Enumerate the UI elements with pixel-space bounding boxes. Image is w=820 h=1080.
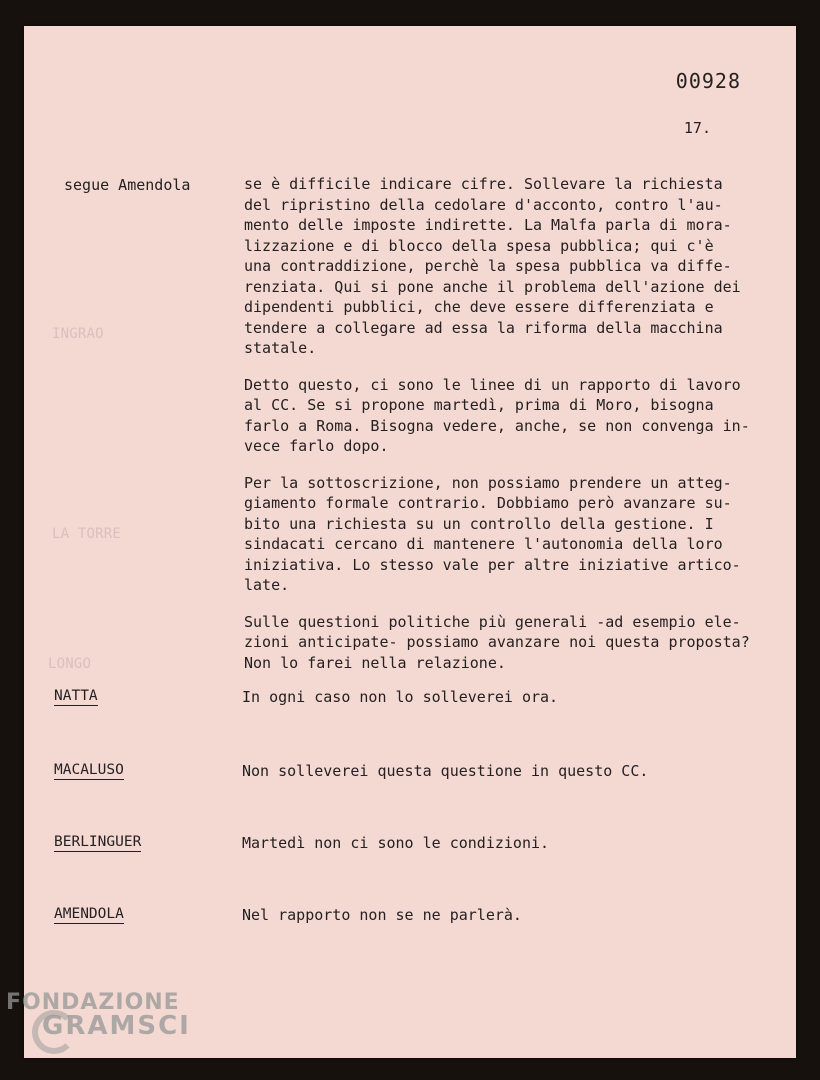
- speaker-remark: Nel rapporto non se ne parlerà.: [242, 906, 522, 924]
- speaker-name: MACALUSO: [54, 762, 124, 778]
- bleed-through-text: INGRAO: [52, 326, 104, 342]
- speaker-remark: Non solleverei questa questione in questo CC.: [242, 762, 649, 780]
- paragraph: se è difficile indicare cifre. Sollevare la richiesta del ripristino della cedolare d'acconto, contro l'au- mento delle imposte indirette. La Malfa parla di mora- lizzazione e di blocco della spesa pubblica; qui c'è una contraddizione, perchè la spesa pubblica va diffe- renziata. Qui si pone anche il problema dell'azione dei dipendenti pubblici, che deve essere differenziata e tendere a collegare ad essa la riforma della macchina statale.: [244, 175, 741, 357]
- paragraph: Detto questo, ci sono le linee di un rapporto di lavoro al CC. Se si propone martedì, prima di Moro, bisogna farlo a Roma. Bisogna vedere, anche, se non convenga in- vece farlo dopo.: [244, 375, 750, 455]
- watermark: [6, 990, 191, 1041]
- speaker-remark: Martedì non ci sono le condizioni.: [242, 834, 550, 852]
- paragraph: Per la sottoscrizione, non possiamo prendere un atteg- giamento formale contrario. Dobbiamo però avanzare su- bito una richiesta su un controllo della gestione. I sindacati cercano di mantenere l'autonomia della loro iniziativa. Lo stesso vale per altre iniziative artico- late.: [244, 473, 741, 594]
- continuation-label: segue Amendola: [64, 176, 191, 194]
- document-number: 00928: [675, 69, 741, 93]
- watermark-line: GRAMSCI: [42, 1011, 191, 1041]
- speaker-remark: In ogni caso non lo solleverei ora.: [242, 688, 559, 706]
- paragraph: Sulle questioni politiche più generali -ad esempio ele- zioni anticipate- possiamo avanzare noi questa proposta? Non lo farei nella relazione.: [244, 612, 750, 672]
- speaker-name: AMENDOLA: [54, 906, 124, 922]
- speech-body: [244, 174, 789, 689]
- bleed-through-text: LONGO: [48, 656, 92, 672]
- speaker-name: NATTA: [54, 688, 98, 704]
- page-number: 17.: [683, 119, 711, 137]
- bleed-through-text: LA TORRE: [52, 526, 122, 542]
- watermark-line: FONDAZIONE: [6, 990, 180, 1015]
- document-page: [24, 26, 796, 1058]
- speaker-name: BERLINGUER: [54, 834, 142, 850]
